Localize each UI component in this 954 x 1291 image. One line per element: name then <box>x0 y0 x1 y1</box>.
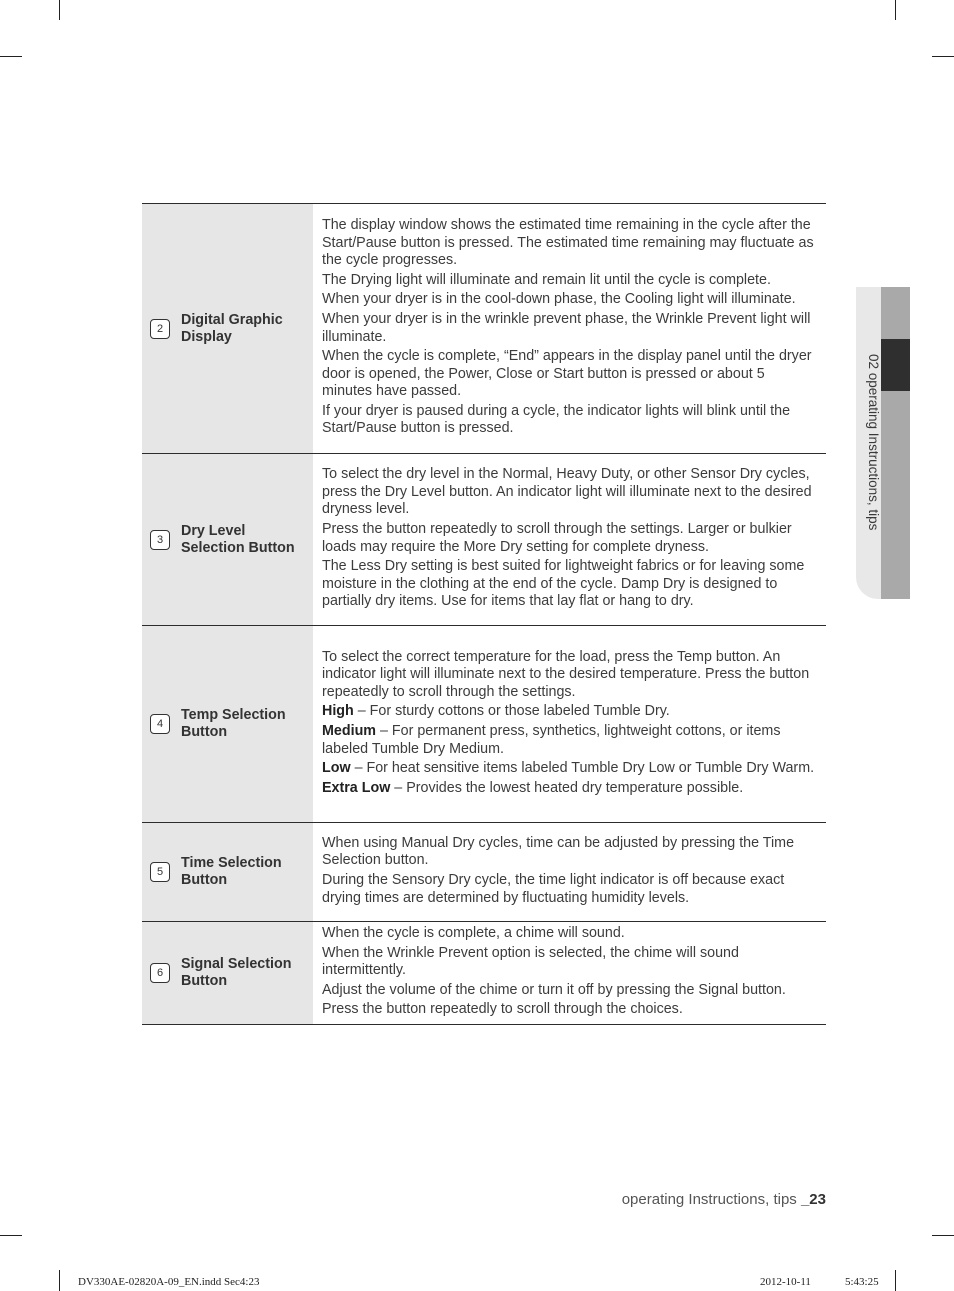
term-paragraph <box>322 703 818 721</box>
controls-table <box>142 203 826 1025</box>
number-badge: 6 <box>150 963 170 983</box>
row-label: Dry Level Selection Button <box>181 522 295 556</box>
page-footer <box>622 1191 826 1208</box>
description-paragraph: The Drying light will illuminate and remain lit until the cycle is complete. <box>322 271 771 288</box>
table-row <box>142 626 826 823</box>
chapter-tab-strip <box>881 287 910 599</box>
term: High <box>322 703 354 720</box>
page-number: _23 <box>800 1191 826 1208</box>
description-paragraph: If your dryer is paused during a cycle, the indicator lights will blink until the Start/Pause button is pressed. <box>322 402 791 437</box>
row-description <box>313 823 826 921</box>
slug-time: 5:43:25 <box>845 1276 879 1288</box>
description-paragraph: When using Manual Dry cycles, time can be adjusted by pressing the Time Selection button. <box>322 834 795 869</box>
crop-mark <box>0 56 22 57</box>
number-badge: 2 <box>150 319 170 339</box>
row-label: Temp Selection Button <box>181 707 286 740</box>
row-description <box>313 922 826 1024</box>
description-paragraph: To select the dry level in the Normal, Heavy Duty, or other Sensor Dry cycles, press the Dry Level button. An indicator light will illuminate next to the desired dryness level. <box>322 466 812 518</box>
row-label-cell <box>142 626 313 822</box>
description-paragraph: When the cycle is complete, “End” appears in the display panel until the dryer door is opened, the Power, Close or Start button is pressed or about 5 minutes have passed. <box>322 348 812 400</box>
crop-mark <box>932 56 954 57</box>
term-text: – For permanent press, synthetics, lightweight cottons, or items labeled Tumble Dry Medium. <box>322 723 781 757</box>
term-text: – Provides the lowest heated dry temperature possible. <box>390 779 744 796</box>
row-label-cell <box>142 922 313 1024</box>
crop-mark <box>0 1235 22 1236</box>
row-description <box>313 454 826 625</box>
slug-file: DV330AE-02820A-09_EN.indd Sec4:23 <box>78 1276 260 1288</box>
term-paragraph <box>322 723 818 758</box>
row-label: Signal Selection Button <box>181 956 292 989</box>
row-label-cell <box>142 204 313 453</box>
description-paragraph: The display window shows the estimated time remaining in the cycle after the Start/Pause button is pressed. The estimated time remaining may fluctuate as the cycle progresses. <box>322 216 814 269</box>
footer-section: operating Instructions, tips <box>621 1191 797 1208</box>
row-label: Digital Graphic Display <box>181 311 283 345</box>
table-row <box>142 823 826 922</box>
crop-mark <box>895 0 896 20</box>
description-paragraph: The Less Dry setting is best suited for lightweight fabrics or for leaving some moisture in the clothing at the end of the cycle. Damp Dry is designed to partially dry items. Use for items that lay flat or hang to dry. <box>322 558 805 610</box>
term-paragraph <box>322 780 818 798</box>
description-paragraph: Press the button repeatedly to scroll through the choices. <box>322 1001 683 1018</box>
crop-mark <box>895 1270 896 1291</box>
term-paragraph <box>322 760 818 778</box>
term: Medium <box>322 723 377 739</box>
row-label: Time Selection Button <box>181 855 282 888</box>
table-row <box>142 204 826 454</box>
number-badge: 3 <box>150 530 170 550</box>
description-paragraph: During the Sensory Dry cycle, the time light indicator is off because exact drying times are determined by fluctuating humidity levels. <box>322 872 785 906</box>
table-row <box>142 922 826 1025</box>
number-badge: 4 <box>150 714 170 734</box>
row-description <box>313 204 826 453</box>
table-row <box>142 454 826 626</box>
row-label-cell <box>142 454 313 625</box>
row-description <box>313 626 826 822</box>
description-paragraph: When the cycle is complete, a chime will sound. <box>322 925 625 942</box>
crop-mark <box>59 1270 60 1291</box>
slug-date: 2012-10-11 <box>760 1276 811 1288</box>
crop-mark <box>59 0 60 20</box>
term-text: – For heat sensitive items labeled Tumble Dry Low or Tumble Dry Warm. <box>350 760 815 777</box>
description-paragraph: Press the button repeatedly to scroll through the settings. Larger or bulkier loads may require the More Dry setting for complete dryness. <box>322 520 792 555</box>
crop-mark <box>932 1235 954 1236</box>
description-paragraph: When your dryer is in the wrinkle prevent phase, the Wrinkle Prevent light will illuminate. <box>322 310 811 345</box>
number-badge: 5 <box>150 862 170 882</box>
row-label-cell <box>142 823 313 921</box>
chapter-tab-label: 02 operating Instructions, tips <box>866 353 881 531</box>
chapter-tab-marker <box>881 339 910 391</box>
description-paragraph: When the Wrinkle Prevent option is selected, the chime will sound intermittently. <box>322 944 739 979</box>
term: Low <box>322 760 351 777</box>
description-paragraph: When your dryer is in the cool-down phase, the Cooling light will illuminate. <box>322 291 796 308</box>
term: Extra Low <box>322 779 391 796</box>
term-text: – For sturdy cottons or those labeled Tumble Dry. <box>353 703 670 720</box>
description-paragraph: Adjust the volume of the chime or turn it off by pressing the Signal button. <box>322 981 786 998</box>
description-paragraph: To select the correct temperature for the load, press the Temp button. An indicator light will illuminate next to the desired temperature. Press the button repeatedly to scroll through the settings. <box>322 648 810 700</box>
